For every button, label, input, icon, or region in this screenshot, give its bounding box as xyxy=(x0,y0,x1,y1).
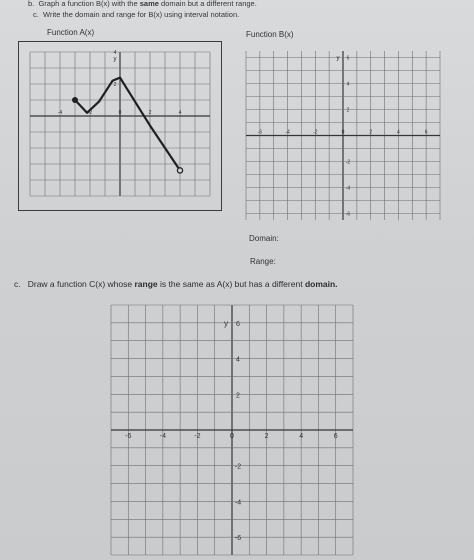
open-endpoint xyxy=(177,168,182,173)
x-tick-label: 4 xyxy=(397,129,400,136)
instruction-b xyxy=(28,0,257,8)
x-tick-label: -4 xyxy=(57,110,63,116)
y-axis-label: y xyxy=(336,55,340,62)
y-tick-label: 4 xyxy=(236,356,240,364)
y-axis-label: y xyxy=(113,56,117,63)
closed-endpoint xyxy=(72,97,78,103)
y-tick-label: -4 xyxy=(345,185,351,192)
y-tick-label: -6 xyxy=(345,211,351,218)
function-a-svg xyxy=(26,48,214,200)
x-tick-label: -2 xyxy=(313,129,318,136)
function-b-label: Function B(x) xyxy=(246,30,294,39)
domain-answer-blank[interactable] xyxy=(290,236,410,246)
function-a-curve xyxy=(75,78,180,171)
y-tick-label: -2 xyxy=(234,463,242,471)
range-answer-blank[interactable] xyxy=(285,259,405,269)
x-tick-label: -6 xyxy=(125,433,132,440)
x-tick-label: -6 xyxy=(257,129,263,136)
instruction-c xyxy=(33,10,239,19)
x-tick-label: -2 xyxy=(87,110,93,116)
domain-label: Domain: xyxy=(249,234,279,243)
part-c-prefix: c. xyxy=(14,279,21,289)
function-a-label: Function A(x) xyxy=(47,28,95,37)
x-tick-label: 2 xyxy=(369,129,373,136)
instruction-b-rest: domain but a different range. xyxy=(161,0,257,8)
function-b-svg xyxy=(243,48,443,223)
part-c-text-a: Draw a function C(x) whose xyxy=(27,279,133,289)
range-label: Range: xyxy=(250,257,276,266)
y-tick-label: 2 xyxy=(346,107,350,114)
instruction-b-prefix: b. xyxy=(28,0,35,8)
y-tick-label: -6 xyxy=(234,535,242,543)
x-tick-label: -4 xyxy=(159,433,166,440)
instruction-part-c xyxy=(14,279,338,289)
x-tick-label: 4 xyxy=(178,110,182,116)
y-tick-label: 2 xyxy=(236,392,240,400)
y-tick-label: 4 xyxy=(346,81,350,88)
part-c-text-b: is the same as A(x) but has a different xyxy=(160,279,303,289)
x-tick-label: 6 xyxy=(333,433,338,440)
function-c-svg xyxy=(108,302,356,558)
y-tick-label: -2 xyxy=(345,159,351,166)
x-tick-label: -2 xyxy=(194,433,201,440)
y-tick-label: 2 xyxy=(113,82,117,88)
x-tick-label: 6 xyxy=(424,129,428,136)
instruction-b-text: Graph a function B(x) with the xyxy=(38,0,138,8)
y-tick-label: 4 xyxy=(113,50,117,56)
y-tick-label: -4 xyxy=(234,499,242,507)
x-tick-label: 0 xyxy=(118,110,122,116)
instruction-c-prefix: c. xyxy=(33,10,39,19)
y-tick-label: 6 xyxy=(346,55,350,62)
function-b-graph xyxy=(243,48,443,223)
instruction-c-text: Write the domain and range for B(x) using interval notation. xyxy=(43,10,240,19)
x-tick-label: -4 xyxy=(285,129,290,136)
part-c-bold-range: range xyxy=(134,279,158,289)
y-tick-label: 6 xyxy=(236,320,240,328)
x-tick-label: 2 xyxy=(148,110,152,116)
y-axis-label: y xyxy=(224,318,228,328)
function-c-graph xyxy=(108,302,356,558)
x-tick-label: 4 xyxy=(299,433,304,440)
x-tick-label: 0 xyxy=(341,129,345,136)
x-tick-label: 0 xyxy=(230,433,234,440)
x-tick-label: 2 xyxy=(264,433,269,440)
part-c-bold-domain: domain. xyxy=(304,279,338,289)
instruction-b-bold: same xyxy=(139,0,159,8)
function-a-graph xyxy=(26,48,214,200)
